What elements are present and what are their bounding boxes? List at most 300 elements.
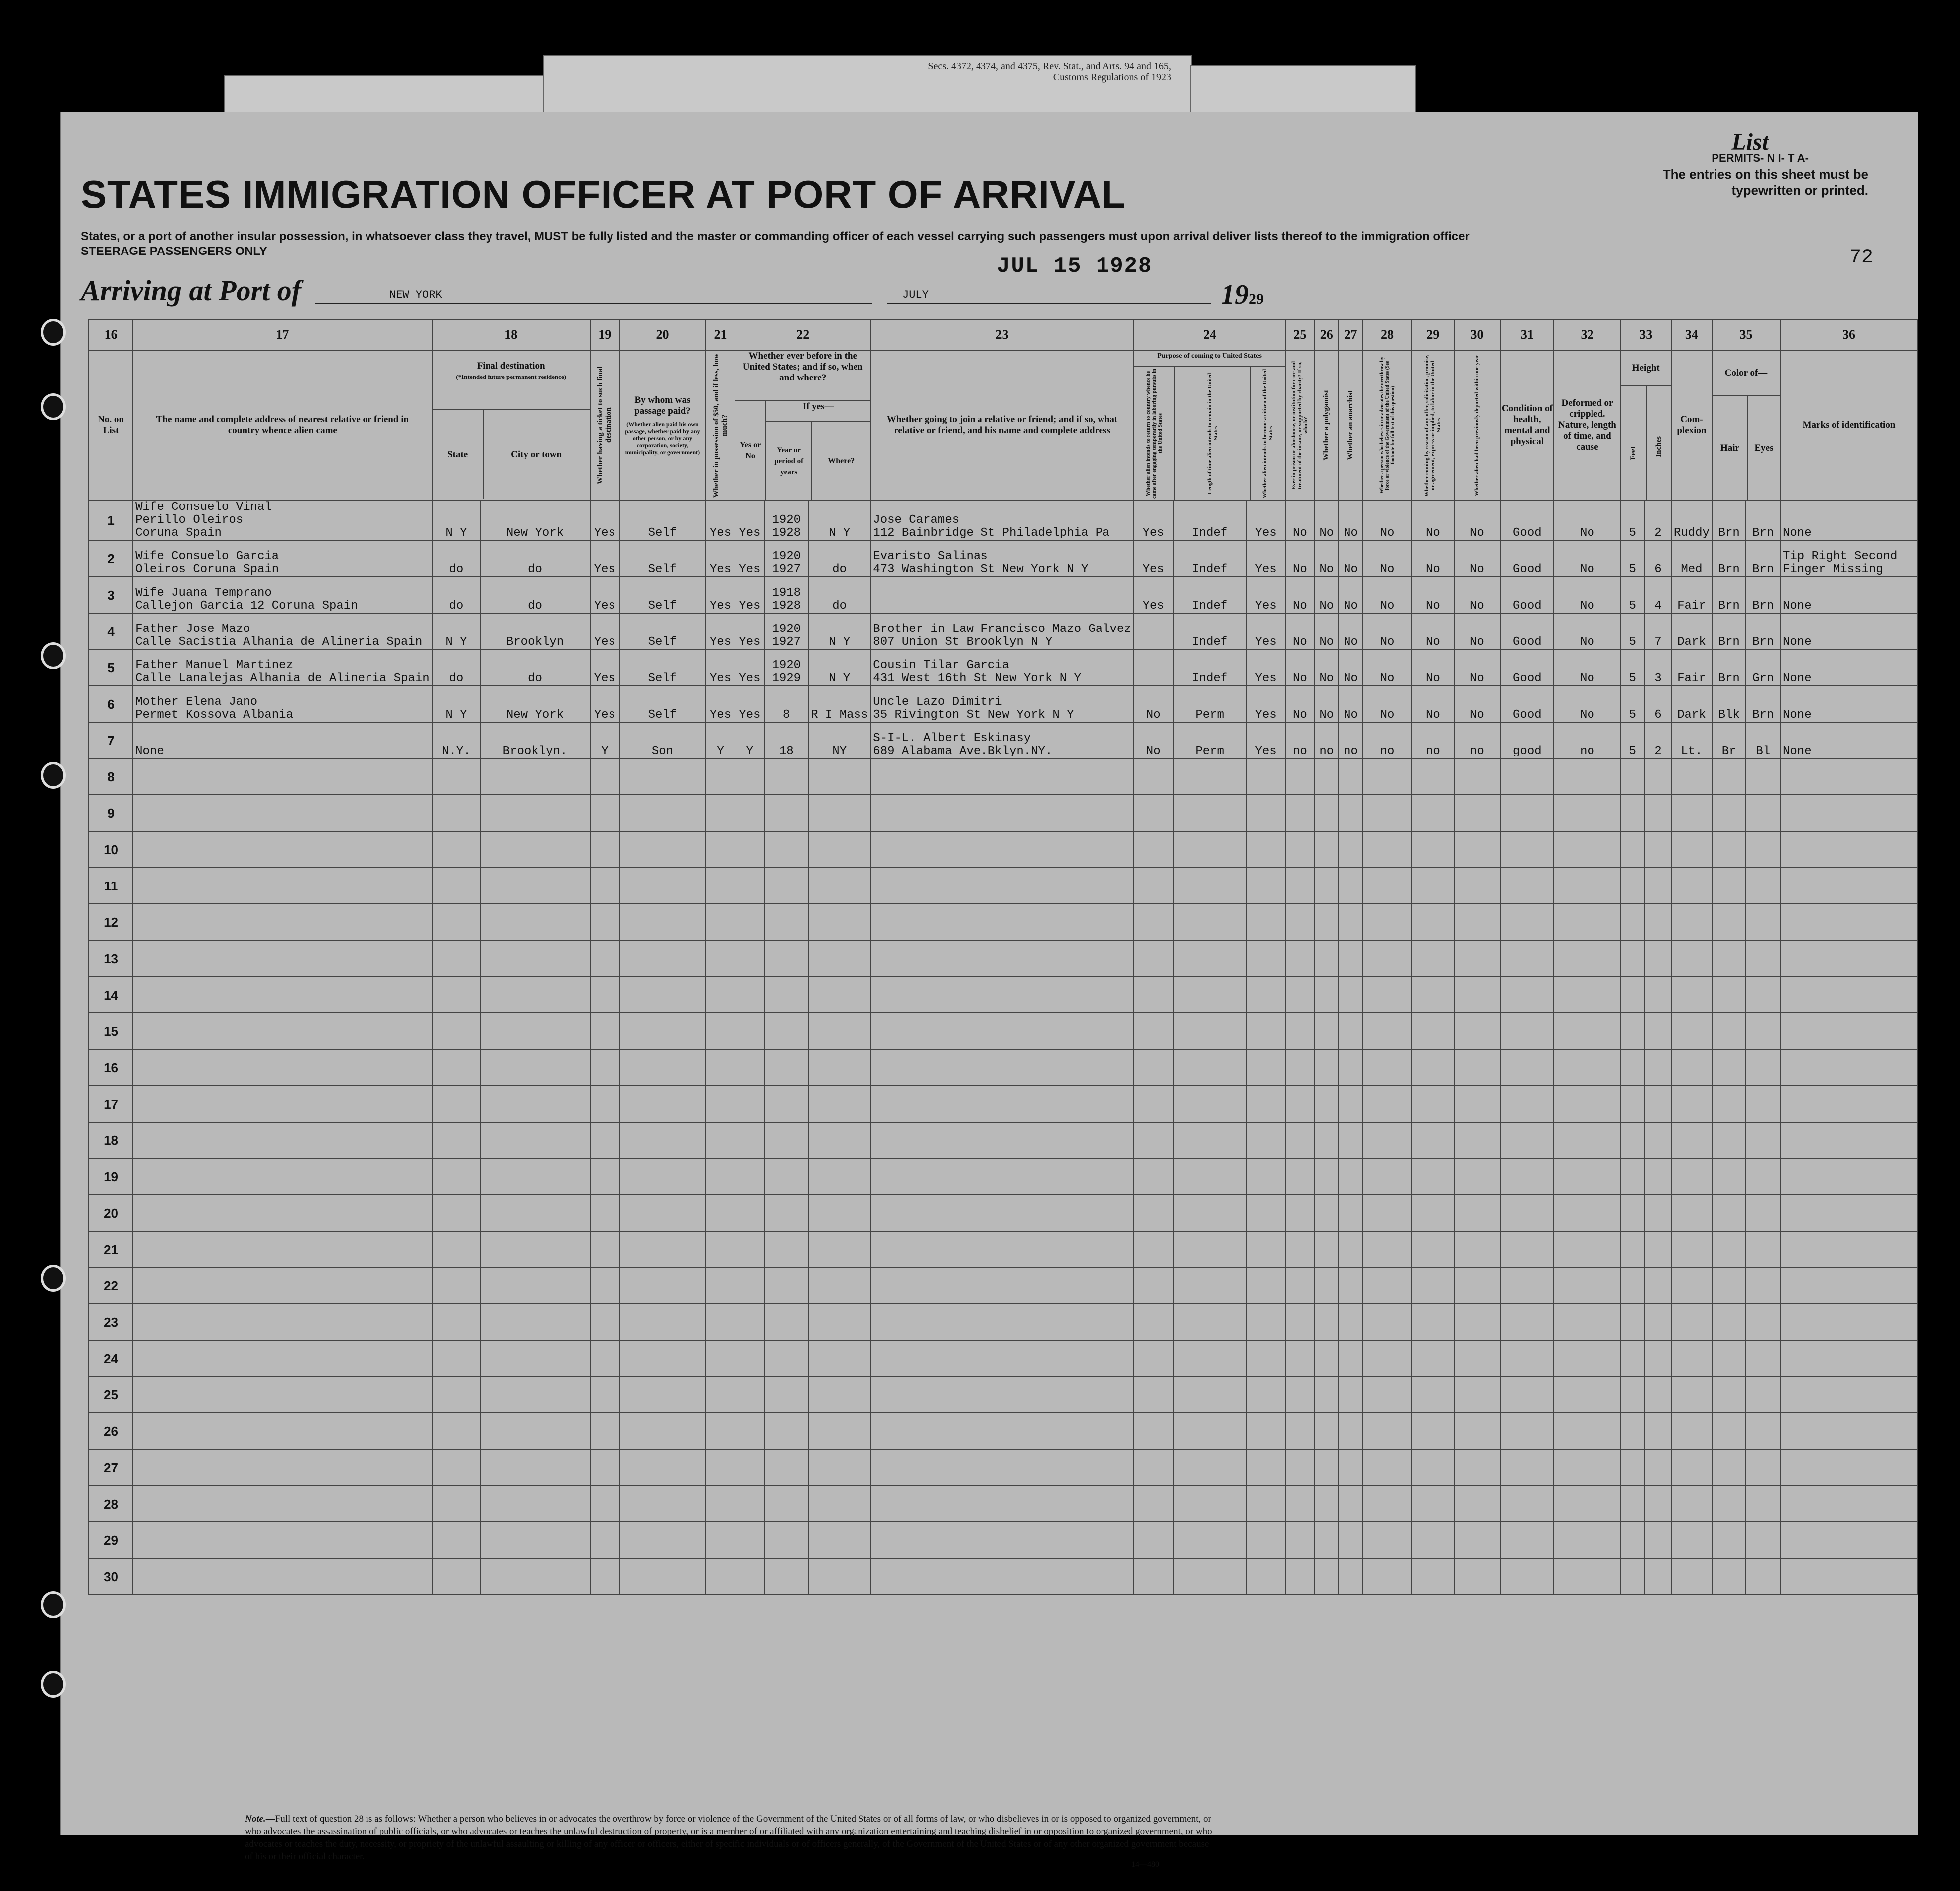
empty-cell <box>1780 1013 1918 1049</box>
return-cell: Yes <box>1134 577 1173 613</box>
empty-cell <box>1286 1086 1315 1122</box>
empty-cell <box>1246 831 1286 868</box>
empty-row <box>89 1558 1918 1595</box>
health-cell: Good <box>1500 613 1554 649</box>
empty-cell <box>590 904 619 940</box>
empty-cell <box>1671 1340 1712 1377</box>
health-cell: good <box>1500 722 1554 758</box>
empty-cell <box>1286 758 1315 795</box>
colnum: 36 <box>1780 319 1918 350</box>
empty-cell <box>735 1558 764 1595</box>
empty-cell <box>1314 1195 1339 1231</box>
empty-cell <box>1746 1122 1780 1158</box>
table-row <box>89 722 1918 758</box>
empty-cell <box>1454 758 1501 795</box>
empty-cell <box>1645 1122 1671 1158</box>
empty-cell <box>1712 1049 1746 1086</box>
where-cell: N Y <box>808 501 870 540</box>
feet-cell: 5 <box>1620 686 1644 722</box>
marks-cell <box>1780 577 1918 613</box>
empty-cell <box>1339 1049 1363 1086</box>
empty-cell <box>133 1122 432 1158</box>
empty-cell <box>1746 1086 1780 1122</box>
colnum: 31 <box>1500 319 1554 350</box>
citizen-cell: Yes <box>1246 540 1286 577</box>
empty-cell <box>1645 1013 1671 1049</box>
empty-cell <box>1620 1049 1644 1086</box>
where-cell: N Y <box>808 613 870 649</box>
empty-cell <box>1454 1340 1501 1377</box>
feet-cell: 5 <box>1620 613 1644 649</box>
empty-row <box>89 1158 1918 1195</box>
empty-cell <box>1454 831 1501 868</box>
empty-cell <box>432 795 481 831</box>
empty-cell <box>1620 1122 1644 1158</box>
q29-cell: No <box>1412 577 1454 613</box>
empty-row <box>89 758 1918 795</box>
empty-cell <box>1620 1267 1644 1304</box>
colnum: 34 <box>1671 319 1712 350</box>
empty-cell <box>1554 1267 1620 1304</box>
empty-cell <box>1286 1486 1315 1522</box>
header-deformed: Deformed or crippled. Nature, length of time, and cause <box>1554 350 1620 501</box>
empty-cell <box>1339 1231 1363 1267</box>
empty-cell <box>619 1122 706 1158</box>
years-cell <box>764 722 808 758</box>
empty-cell <box>1363 940 1412 977</box>
empty-cell <box>808 831 870 868</box>
empty-cell <box>1620 868 1644 904</box>
health-cell: Good <box>1500 540 1554 577</box>
where-cell: N Y <box>808 649 870 686</box>
empty-cell <box>1780 1086 1918 1122</box>
empty-cell <box>1286 1304 1315 1340</box>
empty-cell <box>1712 1377 1746 1413</box>
empty-cell <box>1620 1558 1644 1595</box>
year-line: 1920 <box>772 623 801 636</box>
empty-cell <box>133 1013 432 1049</box>
row-number: 30 <box>89 1558 133 1595</box>
relative-line: Father Jose Mazo <box>135 623 250 636</box>
empty-cell <box>870 1158 1133 1195</box>
empty-cell <box>1645 758 1671 795</box>
empty-cell <box>1454 1304 1501 1340</box>
empty-cell <box>1454 1522 1501 1558</box>
empty-cell <box>480 1195 590 1231</box>
empty-cell <box>1339 758 1363 795</box>
empty-cell <box>1671 1195 1712 1231</box>
empty-cell <box>764 1122 808 1158</box>
empty-cell <box>432 831 481 868</box>
relative-cell <box>133 649 432 686</box>
empty-cell <box>1746 1049 1780 1086</box>
empty-cell <box>1173 1195 1246 1231</box>
empty-cell <box>1780 795 1918 831</box>
empty-cell <box>1314 1049 1339 1086</box>
row-number: 6 <box>89 686 133 722</box>
row-number: 22 <box>89 1267 133 1304</box>
marks-line: None <box>1783 635 1812 649</box>
empty-cell <box>1246 1486 1286 1522</box>
hair-cell: Br <box>1712 722 1746 758</box>
empty-cell <box>808 868 870 904</box>
empty-cell <box>1671 831 1712 868</box>
empty-cell <box>1620 1013 1644 1049</box>
empty-cell <box>1500 1377 1554 1413</box>
empty-cell <box>1620 1158 1644 1195</box>
before-cell: Yes <box>735 649 764 686</box>
empty-cell <box>1712 1158 1746 1195</box>
empty-cell <box>1780 940 1918 977</box>
empty-cell <box>1500 831 1554 868</box>
where-label: Where? <box>828 457 855 465</box>
empty-cell <box>1314 1377 1339 1413</box>
feet-label: Feet <box>1629 446 1637 460</box>
marks-cell <box>1780 649 1918 686</box>
empty-cell <box>619 1267 706 1304</box>
footnote-text: —Full text of question 28 is as follows: Whether a person who believes in or advocates the overthrow by force or violence of the Government of the United States or of all forms of law, or who disbelieves in or is opposed to organized government, or who advocates the assassination of public officials, or who advocates or teaches the unlawful destruction of property, or is a member of or affiliated with any organization entertaining and teaching disbelief in or opposition to organized government, or who advocates or teaches the duty, necessity, or propriety of the unlawful assaulting or killing of any officer or officers, either of specific individuals or of officers generally, of the Government of the United States or of any other organized government because of his or their official character. <box>245 1814 1212 1862</box>
empty-cell <box>706 1413 735 1449</box>
row-number: 20 <box>89 1195 133 1231</box>
empty-cell <box>1780 904 1918 940</box>
return-cell: No <box>1134 686 1173 722</box>
empty-cell <box>1500 868 1554 904</box>
state-cell: N Y <box>432 686 481 722</box>
empty-cell <box>1645 1158 1671 1195</box>
header-complexion: Com- plexion <box>1671 350 1712 501</box>
row-number: 17 <box>89 1086 133 1122</box>
footnote <box>245 1813 1216 1863</box>
empty-cell <box>432 1558 481 1595</box>
empty-cell <box>590 1304 619 1340</box>
marks-cell <box>1780 722 1918 758</box>
empty-cell <box>1134 1486 1173 1522</box>
empty-cell <box>1363 1413 1412 1449</box>
empty-cell <box>1620 940 1644 977</box>
header-polygamist <box>1314 350 1339 501</box>
empty-cell <box>1746 1377 1780 1413</box>
state-cell: do <box>432 649 481 686</box>
joining-cell <box>870 613 1133 649</box>
empty-row <box>89 1413 1918 1449</box>
empty-cell <box>1286 868 1315 904</box>
joining-line: Brother in Law Francisco Mazo Galvez <box>873 623 1131 636</box>
empty-cell <box>1454 1377 1501 1413</box>
empty-cell <box>1314 1013 1339 1049</box>
year-line: 1920 <box>772 550 801 563</box>
empty-cell <box>1339 1413 1363 1449</box>
hair-cell: Brn <box>1712 501 1746 540</box>
money-cell: Yes <box>706 649 735 686</box>
empty-cell <box>735 1413 764 1449</box>
empty-cell <box>1454 1086 1501 1122</box>
anarchist-cell: No <box>1339 686 1363 722</box>
empty-cell <box>1620 1413 1644 1449</box>
empty-cell <box>1286 1122 1315 1158</box>
empty-cell <box>1339 1122 1363 1158</box>
empty-cell <box>1339 1449 1363 1486</box>
empty-cell <box>1645 977 1671 1013</box>
relative-cell <box>133 686 432 722</box>
empty-cell <box>1746 1231 1780 1267</box>
empty-cell <box>1671 1449 1712 1486</box>
empty-cell <box>808 1304 870 1340</box>
feet-cell: 5 <box>1620 540 1644 577</box>
empty-cell <box>870 904 1133 940</box>
empty-cell <box>1645 1049 1671 1086</box>
empty-cell <box>1671 1267 1712 1304</box>
where-cell: do <box>808 540 870 577</box>
empty-cell <box>590 940 619 977</box>
polygamist-label: Whether a polygamist <box>1322 390 1331 461</box>
empty-cell <box>1780 1340 1918 1377</box>
empty-cell <box>1412 1340 1454 1377</box>
empty-cell <box>735 1086 764 1122</box>
empty-cell <box>764 1486 808 1522</box>
empty-cell <box>432 1122 481 1158</box>
empty-cell <box>1412 795 1454 831</box>
city-label: City or town <box>511 449 562 460</box>
empty-cell <box>1246 1377 1286 1413</box>
empty-cell <box>735 1122 764 1158</box>
inches-label: Inches <box>1654 436 1663 457</box>
binder-hole <box>41 393 66 420</box>
empty-cell <box>1712 1340 1746 1377</box>
empty-cell <box>133 758 432 795</box>
empty-cell <box>1671 1413 1712 1449</box>
q29-cell: No <box>1412 649 1454 686</box>
empty-cell <box>1554 868 1620 904</box>
empty-cell <box>1780 1449 1918 1486</box>
prison-cell: No <box>1286 540 1315 577</box>
colnum: 25 <box>1286 319 1315 350</box>
empty-cell <box>1671 1304 1712 1340</box>
length-cell: Perm <box>1173 686 1246 722</box>
joining-cell <box>870 577 1133 613</box>
q29-label: Whether coming by reason of any offer, solicitation, promise, or agreement, express or implied, to labor in the United States <box>1424 354 1442 497</box>
empty-cell <box>1645 1522 1671 1558</box>
empty-cell <box>1246 1158 1286 1195</box>
empty-cell <box>133 1267 432 1304</box>
empty-cell <box>1554 1158 1620 1195</box>
column-header-row <box>89 350 1918 501</box>
years-cell <box>764 540 808 577</box>
empty-cell <box>1554 940 1620 977</box>
empty-cell <box>1454 1122 1501 1158</box>
empty-cell <box>764 904 808 940</box>
empty-cell <box>133 1413 432 1449</box>
empty-cell <box>590 1231 619 1267</box>
empty-cell <box>706 1558 735 1595</box>
relative-cell <box>133 501 432 540</box>
length-cell: Indef <box>1173 649 1246 686</box>
empty-cell <box>1314 1158 1339 1195</box>
length-cell: Indef <box>1173 613 1246 649</box>
empty-cell <box>590 977 619 1013</box>
empty-cell <box>1173 977 1246 1013</box>
empty-cell <box>1134 1086 1173 1122</box>
year-line: 1928 <box>772 599 801 613</box>
empty-cell <box>1645 868 1671 904</box>
form-number: 14—480 <box>1131 1860 1159 1869</box>
empty-cell <box>870 1340 1133 1377</box>
state-label: State <box>433 410 484 499</box>
passage-label: By whom was passage paid? <box>634 395 691 416</box>
empty-cell <box>1286 1267 1315 1304</box>
empty-cell <box>764 1558 808 1595</box>
complexion-cell: Ruddy <box>1671 501 1712 540</box>
inches-cell: 2 <box>1645 501 1671 540</box>
relative-line: Oleiros Coruna Spain <box>135 563 279 576</box>
marks-line: None <box>1783 708 1812 722</box>
empty-cell <box>706 977 735 1013</box>
inches-cell: 7 <box>1645 613 1671 649</box>
empty-cell <box>480 831 590 868</box>
colnum: 30 <box>1454 319 1501 350</box>
eyes-cell: Brn <box>1746 686 1780 722</box>
q28-cell: No <box>1363 540 1412 577</box>
binder-hole <box>41 1265 66 1292</box>
binder-hole <box>41 319 66 346</box>
empty-cell <box>1671 1377 1712 1413</box>
empty-cell <box>706 1195 735 1231</box>
empty-cell <box>870 1049 1133 1086</box>
empty-cell <box>1780 1486 1918 1522</box>
table-row <box>89 577 1918 613</box>
subtitle-text: States, or a port of another insular possession, in whatsoever class they travel, MUST be fully listed and the master or commanding officer of each vessel carrying such passengers must upon arrival deliver lists thereof to the immigration officer <box>81 230 1470 243</box>
feet-cell: 5 <box>1620 577 1644 613</box>
colnum: 35 <box>1712 319 1780 350</box>
empty-cell <box>1134 1049 1173 1086</box>
empty-cell <box>619 940 706 977</box>
colnum: 20 <box>619 319 706 350</box>
empty-cell <box>432 940 481 977</box>
empty-cell <box>432 977 481 1013</box>
empty-cell <box>1780 1049 1918 1086</box>
empty-cell <box>432 1522 481 1558</box>
empty-cell <box>1246 1413 1286 1449</box>
empty-cell <box>808 1231 870 1267</box>
colnum: 23 <box>870 319 1133 350</box>
money-cell: Yes <box>706 540 735 577</box>
empty-cell <box>1454 1558 1501 1595</box>
empty-cell <box>1173 940 1246 977</box>
colnum: 21 <box>706 319 735 350</box>
empty-cell <box>1645 1413 1671 1449</box>
city-cell: do <box>480 649 590 686</box>
empty-cell <box>1412 1122 1454 1158</box>
header-color-of <box>1712 350 1780 501</box>
colnum: 26 <box>1314 319 1339 350</box>
empty-cell <box>1454 1231 1501 1267</box>
empty-cell <box>1454 1195 1501 1231</box>
empty-cell <box>1712 1231 1746 1267</box>
empty-cell <box>1554 1304 1620 1340</box>
empty-cell <box>619 977 706 1013</box>
empty-cell <box>1286 1449 1315 1486</box>
empty-cell <box>1671 940 1712 977</box>
empty-cell <box>1286 977 1315 1013</box>
empty-cell <box>590 868 619 904</box>
empty-cell <box>1286 1522 1315 1558</box>
empty-cell <box>590 1449 619 1486</box>
row-number: 28 <box>89 1486 133 1522</box>
empty-cell <box>133 904 432 940</box>
empty-cell <box>808 1522 870 1558</box>
empty-cell <box>706 1122 735 1158</box>
empty-cell <box>1339 904 1363 940</box>
complexion-cell: Fair <box>1671 649 1712 686</box>
empty-cell <box>1173 1304 1246 1340</box>
empty-cell <box>1363 1195 1412 1231</box>
state-cell: N Y <box>432 613 481 649</box>
empty-cell <box>1746 1267 1780 1304</box>
q28-cell: No <box>1363 613 1412 649</box>
row-number: 27 <box>89 1449 133 1486</box>
empty-cell <box>1134 1231 1173 1267</box>
city-cell: Brooklyn. <box>480 722 590 758</box>
empty-cell <box>1671 1522 1712 1558</box>
empty-cell <box>1671 1013 1712 1049</box>
q28-cell: No <box>1363 649 1412 686</box>
empty-cell <box>706 1013 735 1049</box>
empty-cell <box>1363 1449 1412 1486</box>
empty-cell <box>706 1377 735 1413</box>
citizen-cell: Yes <box>1246 613 1286 649</box>
anarchist-cell: No <box>1339 649 1363 686</box>
relative-cell <box>133 577 432 613</box>
empty-cell <box>619 758 706 795</box>
empty-cell <box>764 1267 808 1304</box>
joining-line: 35 Rivington St New York N Y <box>873 708 1074 722</box>
header-before-in-us <box>735 350 870 501</box>
page-subtitle <box>81 229 1575 259</box>
empty-cell <box>1620 831 1644 868</box>
empty-cell <box>1500 1558 1554 1595</box>
empty-cell <box>735 1486 764 1522</box>
year-line: 1928 <box>772 526 801 540</box>
empty-cell <box>1454 904 1501 940</box>
table-row <box>89 613 1918 649</box>
empty-cell <box>706 1304 735 1340</box>
empty-cell <box>1363 904 1412 940</box>
empty-cell <box>1780 1231 1918 1267</box>
anarchist-cell: No <box>1339 577 1363 613</box>
empty-cell <box>1363 1340 1412 1377</box>
empty-cell <box>480 1013 590 1049</box>
empty-cell <box>808 1086 870 1122</box>
color-of-label: Color of— <box>1713 351 1780 396</box>
passage-cell: Self <box>619 649 706 686</box>
empty-cell <box>1671 904 1712 940</box>
empty-cell <box>1134 1304 1173 1340</box>
row-number: 7 <box>89 722 133 758</box>
empty-cell <box>1500 1195 1554 1231</box>
header-final-destination <box>432 350 590 501</box>
header-joining: Whether going to join a relative or friend; and if so, what relative or friend, and his name and complete address <box>870 350 1133 501</box>
empty-cell <box>1620 1377 1644 1413</box>
money-cell: Yes <box>706 577 735 613</box>
empty-cell <box>1712 1267 1746 1304</box>
colnum: 19 <box>590 319 619 350</box>
empty-cell <box>432 1304 481 1340</box>
empty-cell <box>432 1158 481 1195</box>
empty-cell <box>1314 1231 1339 1267</box>
empty-cell <box>1500 1449 1554 1486</box>
empty-row <box>89 1522 1918 1558</box>
before-cell: Yes <box>735 501 764 540</box>
row-number: 21 <box>89 1231 133 1267</box>
